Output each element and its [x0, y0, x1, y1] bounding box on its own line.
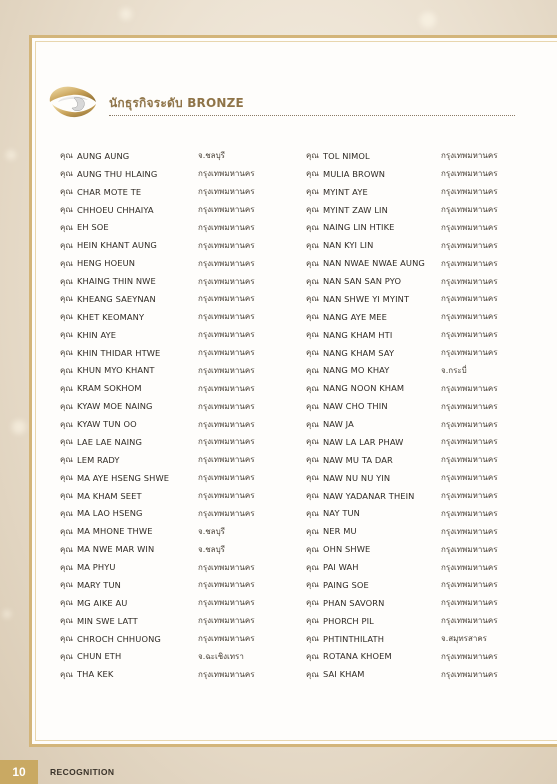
member-name: NANG AYE MEE	[323, 311, 387, 322]
member-name: PAI WAH	[323, 562, 359, 573]
member-name: NAW NU NU YIN	[323, 472, 391, 483]
member-province: กรุงเทพมหานคร	[198, 473, 255, 483]
member-province: กรุงเทพมหานคร	[441, 544, 498, 554]
member-name: PHORCH PIL	[323, 615, 374, 626]
member-name: NANG NOON KHAM	[323, 383, 405, 394]
member-name: KHEANG SAEYNAN	[77, 293, 156, 304]
list-item	[306, 522, 497, 540]
member-province: กรุงเทพมหานคร	[441, 240, 498, 250]
list-item	[60, 379, 254, 397]
name-prefix: คุณ	[306, 330, 319, 340]
list-item	[306, 326, 497, 344]
member-name: CHROCH CHHUONG	[77, 633, 161, 644]
name-prefix: คุณ	[60, 526, 73, 536]
member-province: กรุงเทพมหานคร	[441, 383, 498, 393]
member-province: กรุงเทพมหานคร	[198, 169, 255, 179]
list-item	[60, 201, 254, 219]
member-name: MARY TUN	[77, 579, 121, 590]
member-name: NANG KHAM SAY	[323, 347, 395, 358]
member-name: MA LAO HSENG	[77, 508, 143, 519]
member-province: กรุงเทพมหานคร	[441, 205, 498, 215]
member-name: TOL NIMOL	[323, 150, 370, 161]
left-name-column	[60, 147, 254, 683]
member-province: กรุงเทพมหานคร	[198, 383, 255, 393]
member-name: NAN NWAE NWAE AUNG	[323, 258, 425, 269]
member-province: กรุงเทพมหานคร	[198, 508, 255, 518]
member-province: กรุงเทพมหานคร	[198, 401, 255, 411]
list-item	[60, 397, 254, 415]
member-province: กรุงเทพมหานคร	[198, 330, 255, 340]
list-item	[306, 594, 497, 612]
list-item	[306, 236, 497, 254]
member-name: MA AYE HSENG SHWE	[77, 472, 170, 483]
member-name: OHN SHWE	[323, 544, 371, 555]
list-item	[60, 165, 254, 183]
name-prefix: คุณ	[306, 598, 319, 608]
list-item	[60, 612, 254, 630]
member-name: KRAM SOKHOM	[77, 383, 142, 394]
list-item	[306, 344, 497, 362]
name-prefix: คุณ	[306, 151, 319, 161]
member-province: กรุงเทพมหานคร	[198, 205, 255, 215]
name-prefix: คุณ	[306, 616, 319, 626]
list-item	[60, 540, 254, 558]
list-item	[60, 290, 254, 308]
list-item	[306, 451, 497, 469]
member-province: จ.สมุทรสาคร	[441, 634, 487, 644]
name-prefix: คุณ	[60, 151, 73, 161]
member-name: HEIN KHANT AUNG	[77, 240, 157, 251]
bokeh-light	[420, 12, 436, 28]
member-name: LEM RADY	[77, 454, 120, 465]
list-item	[60, 451, 254, 469]
member-province: กรุงเทพมหานคร	[198, 222, 255, 232]
list-item	[60, 219, 254, 237]
list-item	[306, 576, 497, 594]
name-prefix: คุณ	[306, 419, 319, 429]
list-item	[306, 254, 497, 272]
name-prefix: คุณ	[306, 294, 319, 304]
name-prefix: คุณ	[60, 240, 73, 250]
name-prefix: คุณ	[306, 240, 319, 250]
member-name: THA KEK	[77, 669, 114, 680]
name-prefix: คุณ	[60, 348, 73, 358]
member-name: SAI KHAM	[323, 669, 365, 680]
list-item	[306, 379, 497, 397]
member-name: ROTANA KHOEM	[323, 651, 392, 662]
name-prefix: คุณ	[306, 276, 319, 286]
member-province: กรุงเทพมหานคร	[198, 491, 255, 501]
member-province: กรุงเทพมหานคร	[441, 473, 498, 483]
list-item	[306, 487, 497, 505]
member-name: NER MU	[323, 526, 357, 537]
member-name: NAN SHWE YI MYINT	[323, 293, 410, 304]
list-item	[306, 558, 497, 576]
member-name: KYAW MOE NAING	[77, 401, 153, 412]
member-province: กรุงเทพมหานคร	[198, 187, 255, 197]
member-province: กรุงเทพมหานคร	[198, 616, 255, 626]
member-province: กรุงเทพมหานคร	[198, 258, 255, 268]
list-item	[306, 648, 497, 666]
name-prefix: คุณ	[60, 258, 73, 268]
member-province: กรุงเทพมหานคร	[441, 258, 498, 268]
bokeh-light	[6, 150, 16, 160]
member-name: CHAR MOTE TE	[77, 186, 142, 197]
name-prefix: คุณ	[306, 562, 319, 572]
list-item	[306, 415, 497, 433]
member-name: NAN KYI LIN	[323, 240, 374, 251]
list-item	[60, 505, 254, 523]
member-name: MA MHONE THWE	[77, 526, 153, 537]
name-prefix: คุณ	[60, 312, 73, 322]
section-title: นักธุรกิจระดับ BRONZE	[109, 96, 244, 110]
member-province: จ.ชลบุรี	[198, 526, 225, 536]
list-item	[60, 344, 254, 362]
list-item	[306, 397, 497, 415]
name-prefix: คุณ	[60, 437, 73, 447]
name-prefix: คุณ	[60, 419, 73, 429]
member-province: กรุงเทพมหานคร	[198, 634, 255, 644]
member-name: PHTINTHILATH	[323, 633, 385, 644]
list-item	[60, 469, 254, 487]
member-province: กรุงเทพมหานคร	[441, 455, 498, 465]
member-name: LAE LAE NAING	[77, 436, 143, 447]
name-prefix: คุณ	[306, 651, 319, 661]
name-prefix: คุณ	[60, 294, 73, 304]
list-item	[60, 415, 254, 433]
member-province: กรุงเทพมหานคร	[441, 401, 498, 411]
list-item	[60, 576, 254, 594]
member-province: กรุงเทพมหานคร	[198, 365, 255, 375]
name-prefix: คุณ	[60, 222, 73, 232]
footer-label: RECOGNITION	[50, 767, 115, 777]
name-prefix: คุณ	[60, 598, 73, 608]
member-name: HENG HOEUN	[77, 258, 136, 269]
member-province: กรุงเทพมหานคร	[441, 598, 498, 608]
list-item	[60, 648, 254, 666]
list-item	[60, 236, 254, 254]
member-name: MA KHAM SEET	[77, 490, 142, 501]
member-province: กรุงเทพมหานคร	[198, 455, 255, 465]
list-item	[60, 254, 254, 272]
list-item	[306, 201, 497, 219]
member-name: KHET KEOMANY	[77, 311, 145, 322]
name-prefix: คุณ	[306, 205, 319, 215]
name-prefix: คุณ	[60, 616, 73, 626]
member-name: MYINT ZAW LIN	[323, 204, 388, 215]
member-province: กรุงเทพมหานคร	[198, 580, 255, 590]
member-province: กรุงเทพมหานคร	[198, 419, 255, 429]
name-prefix: คุณ	[60, 544, 73, 554]
name-prefix: คุณ	[60, 383, 73, 393]
title-divider	[109, 115, 515, 116]
member-name: KHIN AYE	[77, 329, 117, 340]
member-name: MULIA BROWN	[323, 168, 386, 179]
name-prefix: คุณ	[60, 455, 73, 465]
name-prefix: คุณ	[60, 205, 73, 215]
member-province: กรุงเทพมหานคร	[198, 294, 255, 304]
list-item	[60, 147, 254, 165]
member-province: กรุงเทพมหานคร	[441, 348, 498, 358]
list-item	[60, 665, 254, 683]
name-prefix: คุณ	[306, 491, 319, 501]
member-name: AUNG AUNG	[77, 150, 130, 161]
list-item	[60, 308, 254, 326]
member-name: NAN SAN SAN PYO	[323, 276, 402, 287]
list-item	[60, 487, 254, 505]
name-prefix: คุณ	[306, 187, 319, 197]
name-prefix: คุณ	[306, 544, 319, 554]
list-item	[306, 165, 497, 183]
name-prefix: คุณ	[306, 383, 319, 393]
list-item	[60, 522, 254, 540]
member-name: EH SOE	[77, 222, 109, 233]
member-province: กรุงเทพมหานคร	[441, 294, 498, 304]
member-name: KHIN THIDAR HTWE	[77, 347, 161, 358]
name-prefix: คุณ	[60, 562, 73, 572]
name-prefix: คุณ	[60, 401, 73, 411]
member-province: กรุงเทพมหานคร	[441, 616, 498, 626]
bokeh-light	[3, 610, 11, 618]
name-prefix: คุณ	[306, 455, 319, 465]
list-item	[306, 469, 497, 487]
bokeh-light	[120, 8, 132, 20]
member-province: จ.ชลบุรี	[198, 544, 225, 554]
name-prefix: คุณ	[60, 276, 73, 286]
member-province: กรุงเทพมหานคร	[441, 508, 498, 518]
list-item	[60, 183, 254, 201]
member-province: กรุงเทพมหานคร	[441, 669, 498, 679]
name-prefix: คุณ	[60, 508, 73, 518]
name-prefix: คุณ	[306, 312, 319, 322]
member-name: NANG KHAM HTI	[323, 329, 393, 340]
name-prefix: คุณ	[306, 365, 319, 375]
list-item	[60, 362, 254, 380]
name-prefix: คุณ	[60, 330, 73, 340]
name-prefix: คุณ	[60, 169, 73, 179]
list-item	[306, 362, 497, 380]
name-prefix: คุณ	[60, 491, 73, 501]
name-prefix: คุณ	[60, 669, 73, 679]
member-province: กรุงเทพมหานคร	[198, 276, 255, 286]
member-province: กรุงเทพมหานคร	[441, 562, 498, 572]
list-item	[306, 272, 497, 290]
member-name: NAW MU TA DAR	[323, 454, 393, 465]
member-province: กรุงเทพมหานคร	[441, 526, 498, 536]
member-province: กรุงเทพมหานคร	[441, 222, 498, 232]
list-item	[306, 433, 497, 451]
member-name: PAING SOE	[323, 579, 369, 590]
name-prefix: คุณ	[306, 169, 319, 179]
list-item	[306, 290, 497, 308]
member-name: NAY TUN	[323, 508, 360, 519]
member-province: กรุงเทพมหานคร	[198, 669, 255, 679]
member-province: กรุงเทพมหานคร	[441, 580, 498, 590]
member-province: จ.ฉะเชิงเทรา	[198, 651, 244, 661]
list-item	[306, 540, 497, 558]
list-item	[60, 558, 254, 576]
member-province: กรุงเทพมหานคร	[441, 330, 498, 340]
member-name: KHUN MYO KHANT	[77, 365, 155, 376]
list-item	[306, 505, 497, 523]
member-province: กรุงเทพมหานคร	[441, 169, 498, 179]
member-name: MA NWE MAR WIN	[77, 544, 155, 555]
member-name: MG AIKE AU	[77, 597, 128, 608]
list-item	[60, 326, 254, 344]
list-item	[60, 272, 254, 290]
member-province: กรุงเทพมหานคร	[441, 491, 498, 501]
list-item	[306, 183, 497, 201]
member-name: NAW YADANAR THEIN	[323, 490, 415, 501]
member-province: กรุงเทพมหานคร	[198, 562, 255, 572]
name-prefix: คุณ	[60, 473, 73, 483]
name-prefix: คุณ	[306, 348, 319, 358]
page-number: 10	[0, 760, 38, 784]
list-item	[60, 594, 254, 612]
name-prefix: คุณ	[306, 669, 319, 679]
member-province: กรุงเทพมหานคร	[198, 598, 255, 608]
member-name: AUNG THU HLAING	[77, 168, 158, 179]
member-province: กรุงเทพมหานคร	[441, 437, 498, 447]
member-name: NAW JA	[323, 419, 354, 430]
list-item	[306, 219, 497, 237]
member-name: KHAING THIN NWE	[77, 276, 156, 287]
list-item	[306, 665, 497, 683]
member-province: จ.ชลบุรี	[198, 151, 225, 161]
member-province: กรุงเทพมหานคร	[198, 348, 255, 358]
member-name: MYINT AYE	[323, 186, 368, 197]
list-item	[306, 612, 497, 630]
name-prefix: คุณ	[60, 365, 73, 375]
member-name: NAW LA LAR PHAW	[323, 436, 404, 447]
name-prefix: คุณ	[306, 401, 319, 411]
list-item	[60, 433, 254, 451]
right-name-column	[306, 147, 497, 683]
name-prefix: คุณ	[306, 634, 319, 644]
name-prefix: คุณ	[60, 580, 73, 590]
list-item	[306, 630, 497, 648]
member-province: กรุงเทพมหานคร	[198, 312, 255, 322]
member-name: NAW CHO THIN	[323, 401, 388, 412]
member-name: KYAW TUN OO	[77, 419, 137, 430]
name-prefix: คุณ	[60, 634, 73, 644]
member-name: NANG MO KHAY	[323, 365, 390, 376]
member-province: กรุงเทพมหานคร	[441, 276, 498, 286]
name-prefix: คุณ	[60, 187, 73, 197]
member-province: กรุงเทพมหานคร	[441, 419, 498, 429]
list-item	[306, 147, 497, 165]
member-name: CHUN ETH	[77, 651, 122, 662]
name-prefix: คุณ	[306, 258, 319, 268]
name-prefix: คุณ	[306, 437, 319, 447]
name-prefix: คุณ	[306, 580, 319, 590]
member-name: NAING LIN HTIKE	[323, 222, 395, 233]
member-province: กรุงเทพมหานคร	[441, 151, 498, 161]
member-name: MA PHYU	[77, 562, 116, 573]
member-province: กรุงเทพมหานคร	[441, 651, 498, 661]
member-name: CHHOEU CHHAIYA	[77, 204, 154, 215]
list-item	[60, 630, 254, 648]
member-province: จ.กระบี่	[441, 365, 467, 375]
name-prefix: คุณ	[306, 222, 319, 232]
member-name: MIN SWE LATT	[77, 615, 138, 626]
name-prefix: คุณ	[306, 508, 319, 518]
bokeh-light	[12, 420, 26, 434]
member-province: กรุงเทพมหานคร	[441, 187, 498, 197]
name-prefix: คุณ	[60, 651, 73, 661]
name-prefix: คุณ	[306, 473, 319, 483]
name-prefix: คุณ	[306, 526, 319, 536]
member-province: กรุงเทพมหานคร	[198, 437, 255, 447]
member-province: กรุงเทพมหานคร	[198, 240, 255, 250]
member-province: กรุงเทพมหานคร	[441, 312, 498, 322]
list-item	[306, 308, 497, 326]
gold-ribbon-emblem-icon	[44, 82, 100, 122]
member-name: PHAN SAVORN	[323, 597, 385, 608]
